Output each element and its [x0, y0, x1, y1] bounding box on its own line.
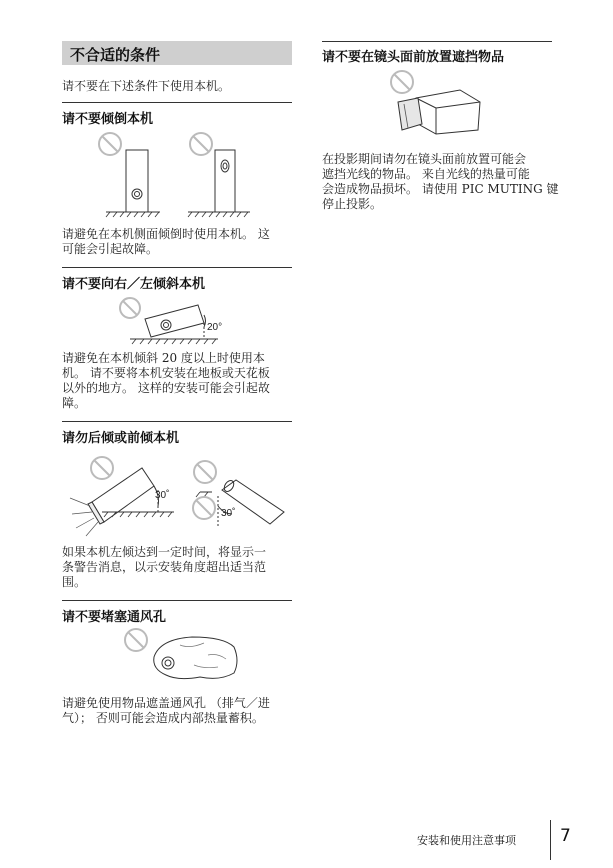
heading-no-front-back-tilt: 请勿后倾或前倾本机 [62, 431, 180, 446]
prohibition-icon [194, 461, 216, 483]
front-back-tilt-illustration [62, 450, 292, 540]
paragraph-no-blocking-vents: 请避免使用物品遮盖通风孔 （排气／进 气）； 否则可能会造成内部热量蓄积。 [62, 696, 270, 725]
heading-no-side-tilt: 请不要向右／左倾斜本机 [62, 277, 206, 292]
divider [62, 421, 292, 422]
angle-label: 20° [207, 322, 223, 333]
paragraph-no-tipping: 请避免在本机侧面倾倒时使用本机。 这 可能会引起故障。 [62, 227, 270, 256]
tipping-illustration [90, 128, 270, 220]
divider [62, 102, 292, 103]
prohibition-icon [120, 298, 140, 318]
paragraph-no-lens-obstruction: 在投影期间请勿在镜头面前放置可能会 遮挡光线的物品。 来自光线的热量可能 会造成物品损坏。 请使用 PIC MUTING 键 停止投影。 [322, 152, 559, 211]
divider [62, 600, 292, 601]
page-number: 7 [560, 826, 571, 846]
prohibition-icon [125, 629, 147, 651]
heading-no-blocking-vents: 请不要堵塞通风孔 [62, 610, 167, 625]
paragraph-no-side-tilt: 请避免在本机倾斜 20 度以上时使用本 机。 请不要将本机安装在地板或天花板 以外的地方。 这样的安装可能会引起故 障。 [62, 351, 270, 410]
paragraph-no-front-back-tilt: 如果本机左倾达到一定时间，将显示一 条警告消息，以示安装角度超出适当范 围。 [62, 545, 267, 589]
section-title: 不合适的条件 [70, 46, 161, 64]
intro-text: 请不要在下述条件下使用本机。 [62, 79, 231, 93]
angle-label: 30˚ [155, 490, 170, 501]
heading-no-lens-obstruction: 请不要在镜头面前放置遮挡物品 [322, 50, 505, 65]
prohibition-icon [190, 133, 212, 155]
angle-label: 30˚ [221, 508, 236, 519]
lens-obstruction-illustration [380, 68, 490, 138]
prohibition-icon [99, 133, 121, 155]
footer-divider [550, 820, 551, 860]
heading-no-tipping: 请不要倾倒本机 [62, 112, 154, 127]
section-banner [62, 41, 292, 65]
footer-section-label: 安装和使用注意事项 [417, 834, 516, 847]
prohibition-icon [193, 497, 215, 519]
side-tilt-illustration [100, 295, 260, 345]
covered-vent-illustration [120, 625, 250, 685]
divider [62, 267, 292, 268]
prohibition-icon [391, 71, 413, 93]
divider [322, 41, 552, 42]
prohibition-icon [91, 457, 113, 479]
